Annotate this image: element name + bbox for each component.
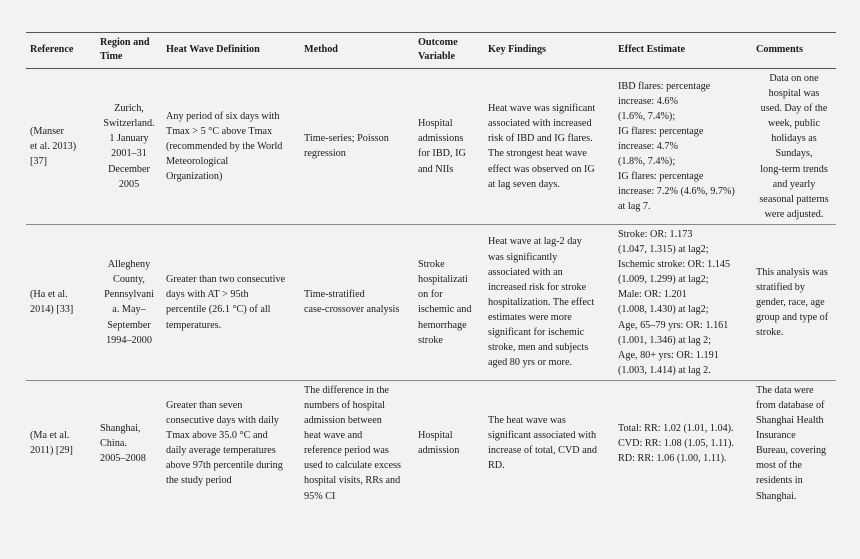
cell-findings: The heat wave was significant associated with increase of total, CVD and RD.	[488, 415, 597, 472]
cell-reference: (Ma et al. 2011) [29]	[30, 430, 73, 457]
header-key-findings: Key Findings	[484, 34, 614, 69]
cell-effect: IBD flares: percentage increase: 4.6% (1.6%, 7.4%); IG flares: percentage increase: 4.7% (1.8%, 7.4%); IG flares: percentage increase: 7.2% (4.6%, 9.7%) at lag 7.	[614, 69, 752, 225]
cell-findings: Heat wave was significant associated with increased risk of IBD and IG flares. The strongest heat wave effect was observed on IG at lag seven days.	[484, 69, 614, 225]
cell-comments: The data were from database of Shanghai Health Insurance Bureau, covering most of the residents in Shanghai.	[756, 384, 827, 502]
table-row	[26, 224, 836, 380]
cell-method: Time-series; Poisson regression	[300, 69, 414, 225]
cell-comments: Data on one hospital was used. Day of the week, public holidays as Sundays, long-term trends and yearly seasonal patterns were adjusted.	[752, 69, 836, 225]
header-effect-estimate: Effect Estimate	[614, 34, 752, 69]
table-row	[26, 69, 836, 225]
cell-reference: (Manser et al. 2013) [37]	[26, 69, 96, 225]
header-method: Method	[300, 34, 414, 69]
header-outcome-variable: Outcome Variable	[414, 34, 484, 69]
cell-comments: This analysis was stratified by gender, race, age group and type of stroke.	[752, 224, 836, 380]
cell-effect: Total: RR: 1.02 (1.01, 1.04). CVD: RR: 1.08 (1.05, 1.11). RD: RR: 1.06 (1.00, 1.11).	[618, 422, 734, 464]
table-top-rule	[26, 32, 836, 33]
header-comments: Comments	[752, 34, 836, 69]
table-header-row	[26, 34, 836, 69]
cell-outcome: Stroke hospitalizati on for ischemic and hemorrhage stroke	[414, 224, 484, 380]
cell-region-time: Shanghai, China. 2005–2008	[100, 422, 146, 464]
cell-findings: Heat wave at lag-2 day was significantly associated with an increased risk for stroke hospitalization. The effect estimates were more significant for ischemic stroke, men and subjects aged 80 yrs or more.	[484, 224, 614, 380]
cell-region-time: Allegheny County, Pennsylvani a. May– September 1994–2000	[96, 224, 162, 380]
cell-definition: Greater than seven consecutive days with daily Tmax above 35.0 °C and daily average temperatures above 97th percentile during the study period	[166, 399, 283, 487]
cell-effect: Stroke: OR: 1.173 (1.047, 1.315) at lag2; Ischemic stroke: OR: 1.145 (1.009, 1.299) at lag2; Male: OR: 1.201 (1.008, 1.430) at lag2; Age, 65–79 yrs: OR: 1.161 (1.001, 1.346) at lag 2; Age, 80+ yrs: OR: 1.191 (1.003, 1.414) at lag 2.	[614, 224, 752, 380]
cell-region-time: Zurich, Switzerland. 1 January 2001–31 December 2005	[96, 69, 162, 225]
table-row	[26, 380, 836, 505]
cell-method: The difference in the numbers of hospital admission between heat wave and reference period was used to calculate excess hospital visits, RRs and 95% CI	[304, 384, 402, 502]
cell-outcome: Hospital admissions for IBD, IG and NIIs	[414, 69, 484, 225]
heat-wave-studies-table	[26, 34, 836, 506]
header-reference: Reference	[26, 34, 96, 69]
cell-definition: Greater than two consecutive days with AT > 95th percentile (26.1 °C) of all temperatures.	[162, 224, 300, 380]
cell-outcome: Hospital admission	[418, 430, 460, 457]
cell-definition: Any period of six days with Tmax > 5 °C above Tmax (recommended by the World Meteorological Organization)	[162, 69, 300, 225]
cell-method: Time-stratified case-crossover analysis	[300, 224, 414, 380]
header-heat-wave-definition: Heat Wave Definition	[162, 34, 300, 69]
header-region-time: Region and Time	[96, 34, 162, 69]
cell-reference: (Ha et al. 2014) [33]	[26, 224, 96, 380]
